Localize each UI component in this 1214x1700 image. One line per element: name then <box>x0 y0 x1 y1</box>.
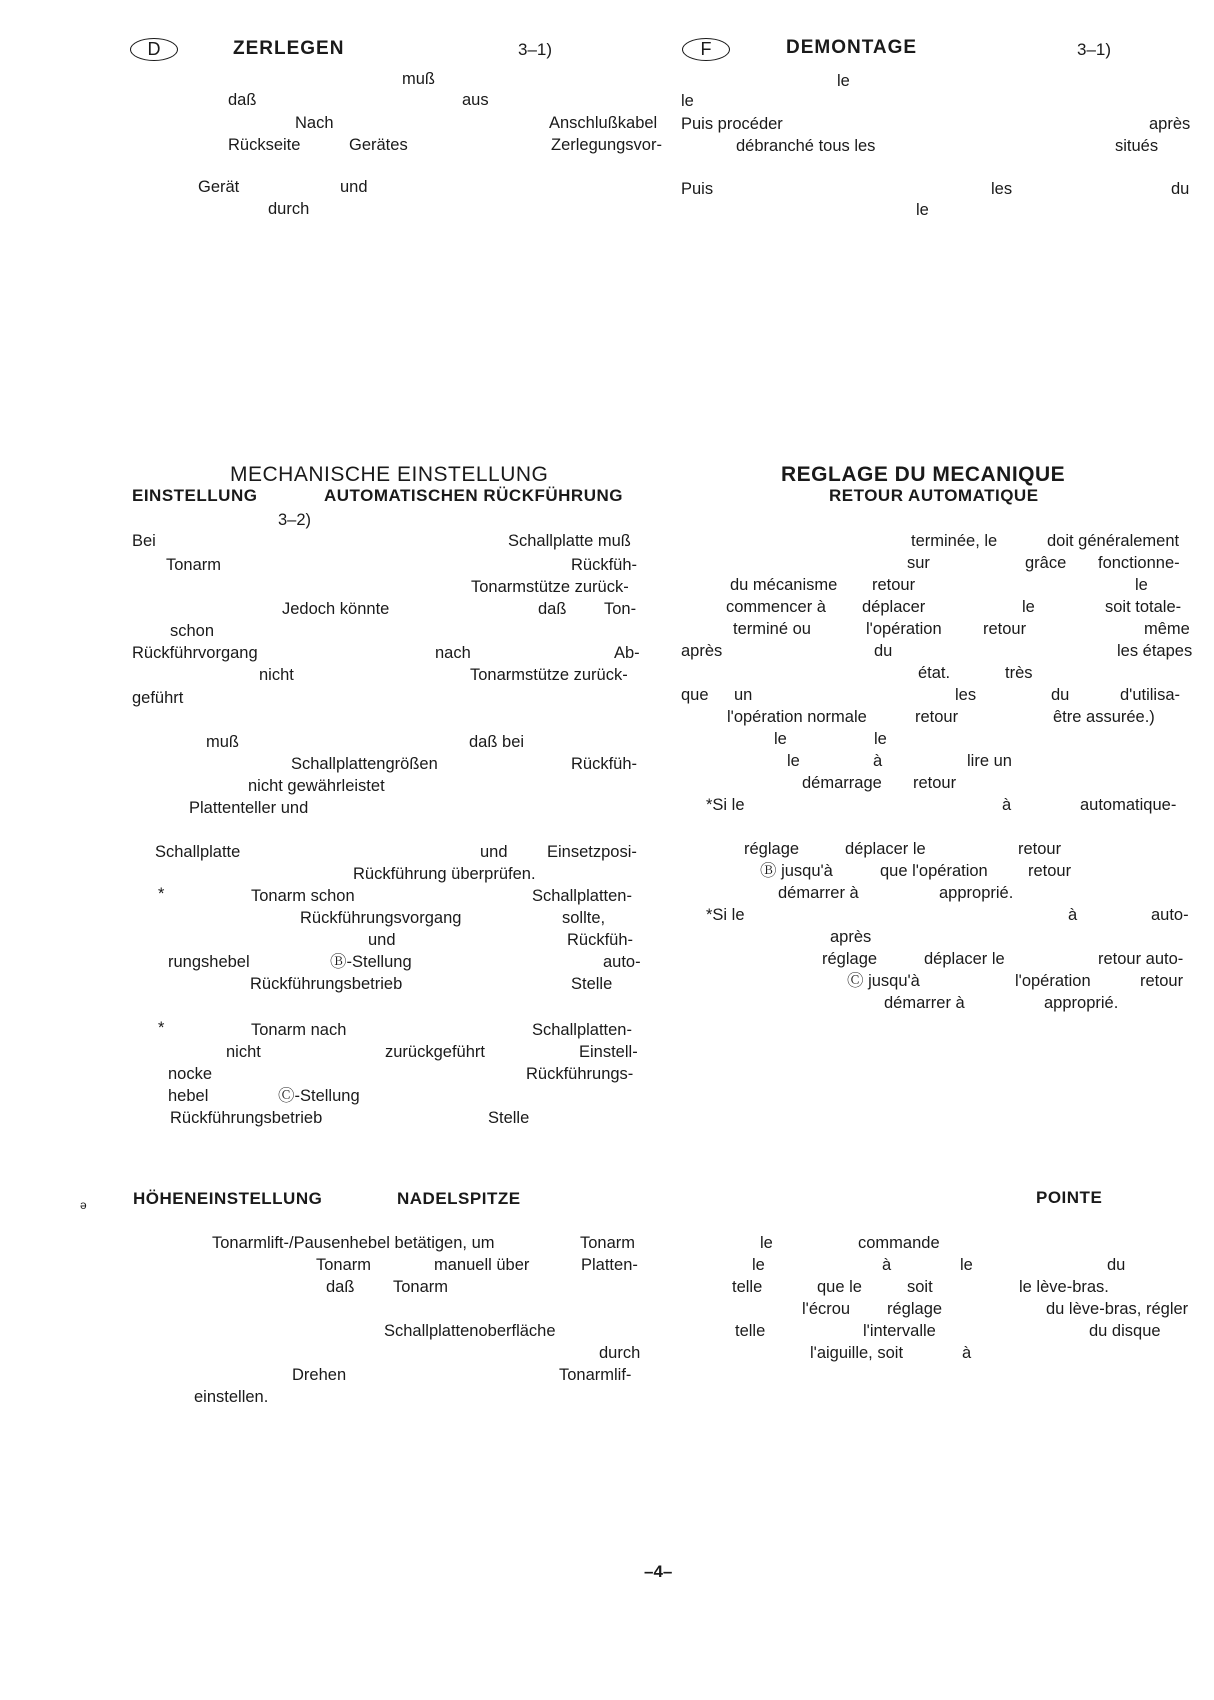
text-fragment: les étapes <box>1117 642 1193 660</box>
text-fragment: doit généralement <box>1047 532 1180 550</box>
text-fragment: que <box>681 686 709 704</box>
text-fragment: à <box>882 1256 892 1274</box>
text-fragment: daß <box>228 91 257 109</box>
text-fragment: à <box>1002 796 1012 814</box>
text-fragment: *Si le <box>706 796 745 814</box>
text-fragment: Schallplattenoberfläche <box>384 1322 556 1340</box>
text-fragment: Plattenteller und <box>189 799 309 817</box>
text-fragment: Tonarmstütze zurück- <box>471 578 629 596</box>
text-fragment: le <box>760 1234 773 1252</box>
text-fragment: Rückführung überprüfen. <box>353 865 536 883</box>
text-fragment: le <box>1022 598 1035 616</box>
subsection-title-einstellung: EINSTELLUNG <box>132 486 258 505</box>
text-fragment: telle <box>732 1278 763 1296</box>
text-fragment: und <box>480 843 508 861</box>
text-fragment: schon <box>170 622 215 640</box>
text-fragment: nach <box>435 644 471 662</box>
text-fragment: Gerätes <box>349 136 408 154</box>
text-fragment: auto- <box>603 953 641 971</box>
text-fragment: déplacer le <box>924 950 1005 968</box>
subsection-title-retour-automatique: RETOUR AUTOMATIQUE <box>829 486 1039 505</box>
text-fragment: Rückführungsbetrieb <box>170 1109 323 1127</box>
text-fragment: retour <box>913 774 957 792</box>
text-fragment: Puis procéder <box>681 115 783 133</box>
text-fragment: lire un <box>967 752 1012 770</box>
text-fragment: état. <box>918 664 951 682</box>
text-fragment: terminée, le <box>911 532 998 550</box>
text-fragment: après <box>1149 115 1191 133</box>
text-fragment: Rückfüh- <box>571 755 638 773</box>
text-fragment: Tonarmlift-/Pausenhebel betätigen, um <box>212 1234 495 1252</box>
text-fragment: Tonarm <box>166 556 222 574</box>
text-fragment: auto- <box>1151 906 1189 924</box>
text-fragment: Ton- <box>604 600 637 618</box>
text-fragment: zurückgeführt <box>385 1043 485 1061</box>
text-fragment: situés <box>1115 137 1159 155</box>
text-fragment: les <box>955 686 977 704</box>
text-fragment: * <box>158 885 165 903</box>
text-fragment: réglage <box>822 950 878 968</box>
text-fragment: du mécanisme <box>730 576 838 594</box>
text-fragment: l'opération normale <box>727 708 867 726</box>
text-fragment: l'opération <box>866 620 942 638</box>
text-fragment: Ⓑ-Stellung <box>330 953 412 971</box>
text-fragment: Nach <box>295 114 334 132</box>
text-fragment: le lève-bras. <box>1019 1278 1109 1296</box>
text-fragment: soit <box>907 1278 933 1296</box>
text-fragment: aus <box>462 91 489 109</box>
text-fragment: Rückführungsbetrieb <box>250 975 403 993</box>
text-fragment: und <box>340 178 368 196</box>
text-fragment: même <box>1144 620 1190 638</box>
text-fragment: sur <box>907 554 930 572</box>
text-fragment: Tonarm <box>393 1278 449 1296</box>
text-fragment: manuell über <box>434 1256 530 1274</box>
text-fragment: Rückführungs- <box>526 1065 634 1083</box>
text-fragment: Schallplatten- <box>532 1021 632 1039</box>
text-fragment: retour <box>872 576 916 594</box>
text-fragment: muß <box>402 70 435 88</box>
text-fragment: le <box>681 92 694 110</box>
text-fragment: le <box>1135 576 1148 594</box>
text-fragment: daß bei <box>469 733 525 751</box>
text-fragment: automatique- <box>1080 796 1177 814</box>
text-fragment: d'utilisa- <box>1120 686 1181 704</box>
text-fragment: Schallplatte <box>155 843 241 861</box>
text-fragment: retour <box>1140 972 1184 990</box>
text-fragment: retour <box>1028 862 1072 880</box>
text-fragment: Ⓒ jusqu'à <box>847 972 920 990</box>
language-badge-de: D <box>130 38 178 61</box>
text-fragment: Stelle <box>571 975 613 993</box>
text-fragment: Rückfüh- <box>567 931 634 949</box>
text-fragment: du <box>874 642 893 660</box>
text-fragment: Bei <box>132 532 156 550</box>
text-fragment: Tonarmstütze zurück- <box>470 666 628 684</box>
text-fragment: Puis <box>681 180 714 198</box>
section-title-mechanische-einstellung: MECHANISCHE EINSTELLUNG <box>230 463 549 486</box>
text-fragment: muß <box>206 733 239 751</box>
text-fragment: fonctionne- <box>1098 554 1180 572</box>
text-fragment: Einsetzposi- <box>547 843 637 861</box>
text-fragment: le <box>774 730 787 748</box>
section-title-demontage: DEMONTAGE <box>786 37 918 58</box>
text-fragment: le <box>874 730 887 748</box>
text-fragment: l'écrou <box>802 1300 851 1318</box>
text-fragment: démarrage <box>802 774 882 792</box>
text-fragment: rungshebel <box>168 953 250 971</box>
section-title-hoeheneinstellung: HÖHENEINSTELLUNG <box>133 1189 323 1208</box>
text-fragment: durch <box>599 1344 641 1362</box>
figure-ref: 3–2) <box>278 511 312 529</box>
text-fragment: approprié. <box>939 884 1014 902</box>
text-fragment: Schallplatten- <box>532 887 632 905</box>
text-fragment: du disque <box>1089 1322 1161 1340</box>
text-fragment: les <box>991 180 1013 198</box>
text-fragment: commencer à <box>726 598 826 616</box>
text-fragment: * <box>158 1019 165 1037</box>
text-fragment: démarrer à <box>884 994 965 1012</box>
text-fragment: du <box>1171 180 1190 198</box>
text-fragment: réglage <box>887 1300 943 1318</box>
section-title-zerlegen: ZERLEGEN <box>233 38 345 59</box>
text-fragment: Zerlegungsvor- <box>551 136 662 154</box>
text-fragment: Ⓒ-Stellung <box>278 1087 360 1105</box>
text-fragment: à <box>1068 906 1078 924</box>
text-fragment: Schallplattengrößen <box>291 755 438 773</box>
text-fragment: du lève-bras, régler <box>1046 1300 1189 1318</box>
text-fragment: nocke <box>168 1065 213 1083</box>
text-fragment: très <box>1005 664 1033 682</box>
section-title-nadelspitze: NADELSPITZE <box>397 1189 521 1208</box>
text-fragment: Rückseite <box>228 136 301 154</box>
text-fragment: après <box>830 928 872 946</box>
language-badge-fr: F <box>682 38 730 61</box>
text-fragment: terminé ou <box>733 620 811 638</box>
text-fragment: Einstell- <box>579 1043 638 1061</box>
text-fragment: le <box>837 72 850 90</box>
text-fragment: un <box>734 686 753 704</box>
text-fragment: débranché tous les <box>736 137 876 155</box>
subsection-title-rueckfuehrung: AUTOMATISCHEN RÜCKFÜHRUNG <box>324 486 623 505</box>
text-fragment: du <box>1051 686 1070 704</box>
text-fragment: Drehen <box>292 1366 347 1384</box>
text-fragment: Stelle <box>488 1109 530 1127</box>
text-fragment: telle <box>735 1322 766 1340</box>
margin-mark: ǝ <box>80 1198 87 1212</box>
text-fragment: déplacer <box>862 598 926 616</box>
text-fragment: Platten- <box>581 1256 638 1274</box>
text-fragment: Gerät <box>198 178 240 196</box>
text-fragment: Anschlußkabel <box>549 114 658 132</box>
section-title-reglage-du-mecanique: REGLAGE DU MECANIQUE <box>781 463 1066 486</box>
text-fragment: à <box>962 1344 972 1362</box>
text-fragment: nicht <box>226 1043 261 1061</box>
text-fragment: durch <box>268 200 310 218</box>
text-fragment: Schallplatte muß <box>508 532 631 550</box>
text-fragment: après <box>681 642 723 660</box>
text-fragment: grâce <box>1025 554 1067 572</box>
text-fragment: du <box>1107 1256 1126 1274</box>
text-fragment: Tonarm nach <box>251 1021 347 1039</box>
text-fragment: le <box>960 1256 973 1274</box>
text-fragment: daß <box>538 600 567 618</box>
text-fragment: Rückführungsvorgang <box>300 909 462 927</box>
text-fragment: le <box>752 1256 765 1274</box>
text-fragment: le <box>787 752 800 770</box>
text-fragment: démarrer à <box>778 884 859 902</box>
text-fragment: à <box>873 752 883 770</box>
figure-ref: 3–1) <box>518 40 553 59</box>
text-fragment: Jedoch könnte <box>282 600 390 618</box>
text-fragment: déplacer le <box>845 840 926 858</box>
text-fragment: retour auto- <box>1098 950 1184 968</box>
text-fragment: einstellen. <box>194 1388 269 1406</box>
text-fragment: commande <box>858 1234 940 1252</box>
text-fragment: nicht <box>259 666 294 684</box>
text-fragment: que l'opération <box>880 862 988 880</box>
text-fragment: retour <box>983 620 1027 638</box>
text-fragment: soit totale- <box>1105 598 1182 616</box>
text-fragment: *Si le <box>706 906 745 924</box>
text-fragment: Ab- <box>614 644 640 662</box>
text-fragment: l'intervalle <box>863 1322 936 1340</box>
page-number: –4– <box>644 1562 673 1581</box>
text-fragment: Tonarm <box>580 1234 636 1252</box>
text-fragment: Rückfüh- <box>571 556 638 574</box>
text-fragment: l'aiguille, soit <box>810 1344 904 1362</box>
text-fragment: Rückführvorgang <box>132 644 258 662</box>
text-fragment: réglage <box>744 840 800 858</box>
text-fragment: Tonarmlif- <box>559 1366 632 1384</box>
text-fragment: Tonarm schon <box>251 887 355 905</box>
text-fragment: retour <box>1018 840 1062 858</box>
text-fragment: Tonarm <box>316 1256 372 1274</box>
text-fragment: nicht gewährleistet <box>248 777 385 795</box>
text-fragment: geführt <box>132 689 184 707</box>
section-title-pointe: POINTE <box>1036 1188 1103 1207</box>
text-fragment: approprié. <box>1044 994 1119 1012</box>
text-fragment: und <box>368 931 396 949</box>
text-fragment: l'opération <box>1015 972 1091 990</box>
text-fragment: le <box>916 201 929 219</box>
figure-ref: 3–1) <box>1077 40 1112 59</box>
text-fragment: retour <box>915 708 959 726</box>
text-fragment: hebel <box>168 1087 209 1105</box>
text-fragment: que le <box>817 1278 862 1296</box>
text-fragment: sollte, <box>562 909 606 927</box>
text-fragment: daß <box>326 1278 355 1296</box>
text-fragment: être assurée.) <box>1053 708 1155 726</box>
text-fragment: Ⓑ jusqu'à <box>760 862 833 880</box>
